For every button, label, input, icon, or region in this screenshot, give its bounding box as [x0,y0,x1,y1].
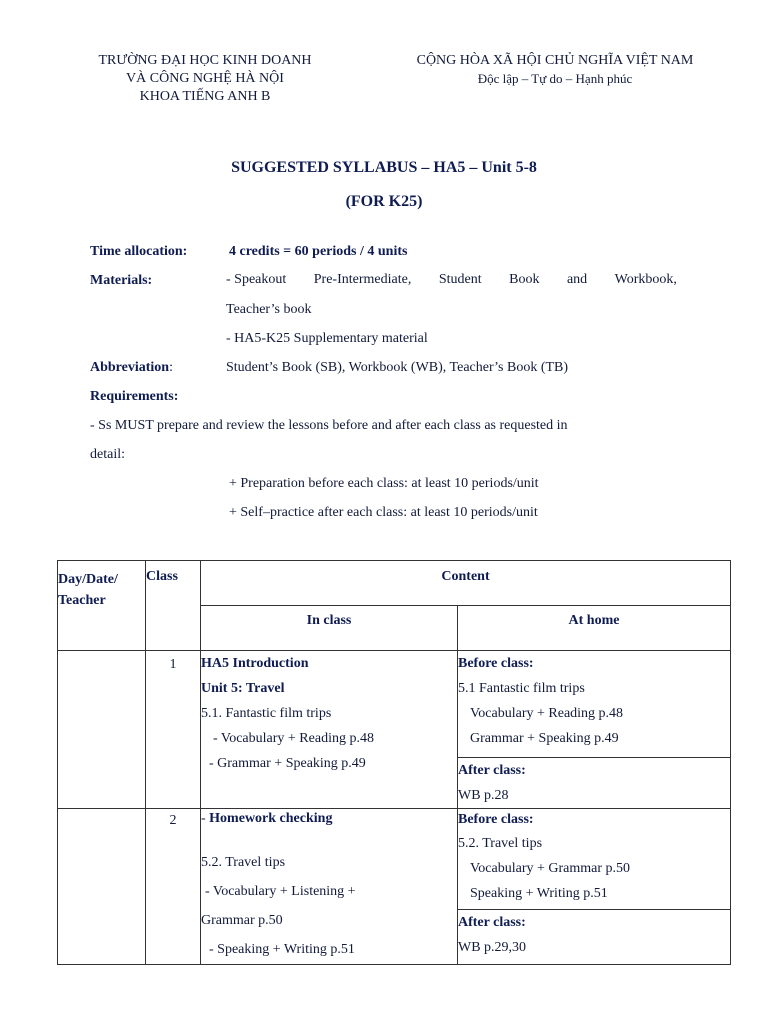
table-row [58,651,731,758]
in-class-line: 5.1. Fantastic film trips [201,706,332,721]
in-class-line: - Vocabulary + Reading p.48 [213,731,374,746]
materials-line-1 [226,272,677,288]
in-class-line: - Speaking + Writing p.51 [209,942,355,957]
requirements-label: Requirements: [90,389,179,404]
before-class-line: 5.2. Travel tips [458,836,543,851]
before-class-line: Vocabulary + Grammar p.50 [470,861,631,876]
after-class-value: WB p.29,30 [458,940,527,956]
requirement-1: - Ss MUST prepare and review the lessons before and after each class as requested in [90,418,568,433]
requirement-3: + Self–practice after each class: at least 10 periods/unit [229,505,538,520]
in-class-line: - Vocabulary + Listening + [205,884,356,899]
header-content: Content [201,561,731,606]
in-class-unit: Unit 5: Travel [201,681,285,696]
time-allocation-label: Time allocation: [90,244,188,259]
day-date-teacher-cell [58,809,146,965]
before-class-label: Before class: [458,812,534,827]
in-class-intro: Homework checking [209,811,333,826]
requirement-1-cont: detail: [90,447,125,462]
university-name-block [60,52,350,106]
abbreviation-label-wrap [90,360,173,376]
materials-word: - Speakout [226,272,287,287]
table-row [58,809,731,910]
document-title: SUGGESTED SYLLABUS – HA5 – Unit 5-8 [231,159,537,176]
abbreviation-label: Abbreviation [90,360,170,375]
materials-word: and [566,272,588,287]
university-name-line-2: VÀ CÔNG NGHỆ HÀ NỘI [126,71,284,86]
class-number: 2 [146,809,201,965]
header-day-date-teacher [58,561,146,651]
before-class-line: Speaking + Writing p.51 [470,886,608,901]
in-class-intro-prefix: - [201,811,210,826]
before-class-cell [458,809,731,910]
after-class-label: After class: [458,763,526,778]
header-in-class: In class [201,606,458,651]
in-class-line: 5.2. Travel tips [201,855,286,870]
table-header-row [58,561,731,606]
header-day-line-1: Day/Date/ [58,572,118,587]
class-number: 1 [146,651,201,809]
national-motto-block [385,52,725,88]
materials-word: Student [438,272,482,287]
before-class-cell [458,651,731,758]
day-date-teacher-cell [58,651,146,809]
time-allocation-value: 4 credits = 60 periods / 4 units [229,244,408,259]
materials-label: Materials: [90,273,153,288]
in-class-cell [201,809,458,965]
in-class-line: - Grammar + Speaking p.49 [209,756,366,771]
materials-line-1-cont: Teacher’s book [226,302,312,317]
header-class: Class [146,561,201,651]
in-class-cell [201,651,458,809]
materials-word: Workbook, [614,272,677,287]
after-class-value: WB p.28 [458,788,509,803]
header-day-line-2: Teacher [58,593,106,608]
after-class-cell [458,758,731,809]
materials-word: Pre-Intermediate, [313,272,412,287]
abbreviation-colon: : [169,360,173,375]
faculty-name: KHOA TIẾNG ANH B [139,89,271,104]
before-class-line: Vocabulary + Reading p.48 [470,706,624,721]
in-class-intro-wrap [201,808,457,830]
before-class-label: Before class: [458,656,534,671]
in-class-intro: HA5 Introduction [201,656,309,671]
national-title: CỘNG HÒA XÃ HỘI CHỦ NGHĨA VIỆT NAM [416,53,694,68]
before-class-line: Grammar + Speaking p.49 [470,731,619,746]
materials-line-2: - HA5-K25 Supplementary material [226,331,428,346]
after-class-cell [458,910,731,965]
requirement-2: + Preparation before each class: at least 10 periods/unit [229,476,539,491]
national-motto: Độc lập – Tự do – Hạnh phúc [477,71,633,86]
abbreviation-value: Student’s Book (SB), Workbook (WB), Teacher’s Book (TB) [226,360,569,375]
materials-word: Book [509,272,540,287]
header-at-home: At home [458,606,731,651]
document-subtitle: (FOR K25) [345,193,423,210]
after-class-label: After class: [458,915,526,931]
in-class-line: Grammar p.50 [201,913,283,928]
university-name-line-1: TRƯỜNG ĐẠI HỌC KINH DOANH [98,53,312,68]
before-class-line: 5.1 Fantastic film trips [458,681,585,696]
syllabus-table [57,560,731,965]
